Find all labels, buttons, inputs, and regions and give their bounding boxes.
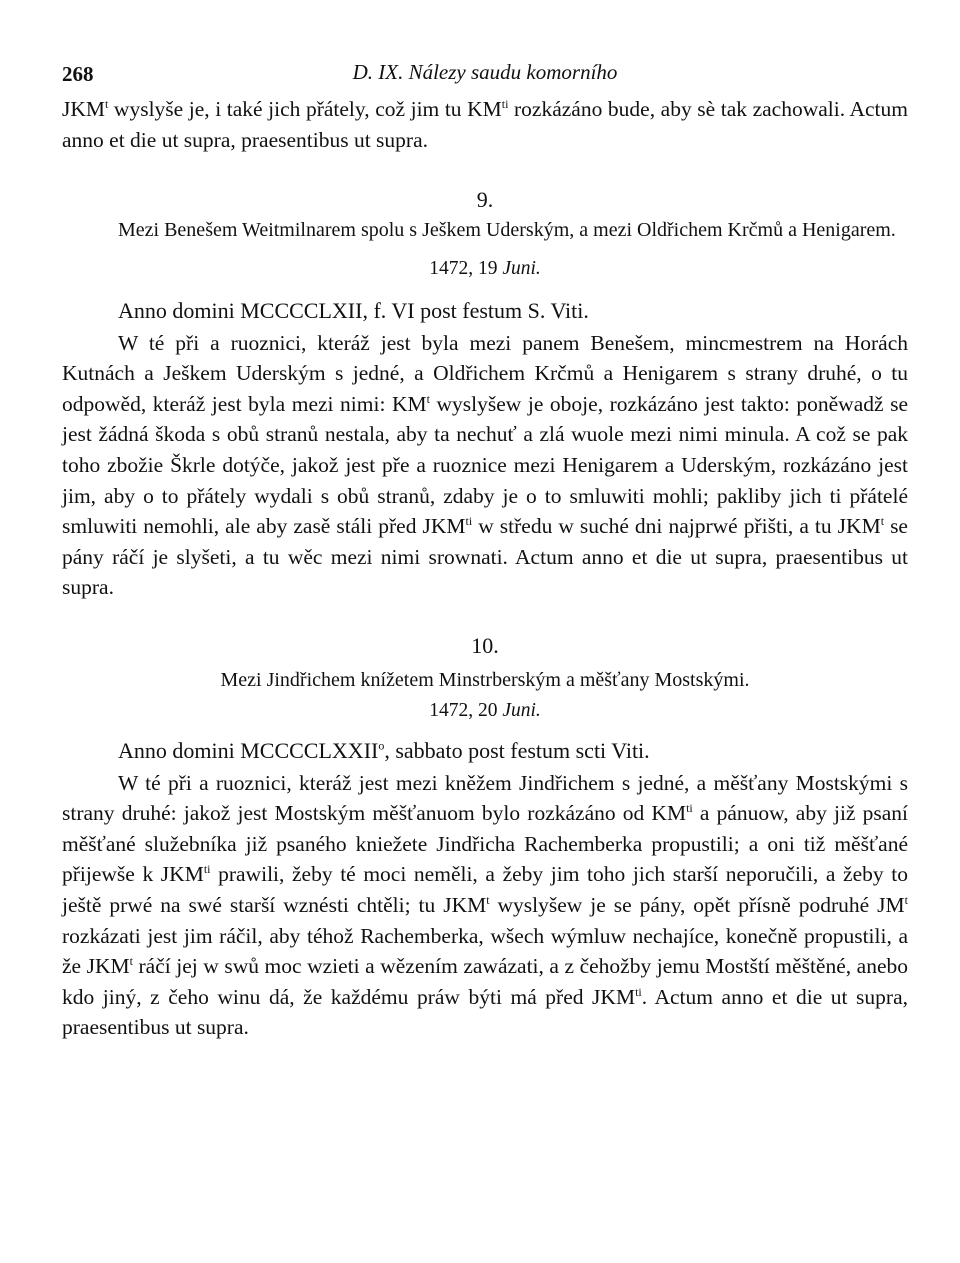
- text-run: prawili, žeby té moci neměli, a žeby jim toho jich starší neporučili, a žeby to ještě prwé na swé starší wznésti chtěli; tu JKM: [62, 862, 908, 917]
- section-9-formula: Anno domini MCCCCLXII, f. VI post festum S. Viti.: [118, 297, 589, 323]
- superscript: ti: [501, 96, 509, 111]
- text-run: wyslyšew je se pány, opět přísně podruhé JM: [489, 892, 905, 917]
- superscript: t: [880, 514, 885, 529]
- page-header: [62, 50, 908, 90]
- date-month: Juni.: [502, 257, 541, 279]
- section-10-body: [62, 768, 908, 1043]
- section-10-parties: Mezi Jindřichem knížetem Minstrberským a měšťany Mostskými.: [220, 669, 750, 692]
- book-page: [62, 50, 908, 1043]
- text-run: rozkázáno bude, aby sè tak zachowali. Actum anno et die ut supra, praesentibus ut supra.: [62, 97, 908, 152]
- section-number-9: 9.: [476, 187, 494, 213]
- page-number: 268: [62, 62, 94, 86]
- superscript: ti: [686, 800, 693, 815]
- superscript: t: [904, 892, 908, 907]
- running-title: D. IX. Nálezy saudu komorního: [352, 60, 618, 84]
- section-9-date: [62, 254, 908, 284]
- superscript: t: [486, 892, 490, 907]
- text-run: wyslyše je, i také jich přátely, což jim tu KM: [108, 97, 502, 121]
- text-run: W té při a ruoznici, kteráž jest mezi kněžem Jindřichem s jedné, a měšťany Mostskými s strany druhé: jakož jest Mostským měšťanuom bylo rozkázáno od KM: [62, 770, 908, 826]
- text-run: a pánuow, aby již psaní měšťané služebníka již psaného kniežete Jindřicha Rachemberka propustili; a oni tiž měšťané přijewše k JKM: [62, 801, 908, 887]
- text-run: rozkázati jest jim ráčil, aby téhož Rachemberka, wšech wýmluw nechajíce, konečně propustili, a že JKM: [62, 923, 908, 979]
- superscript: t: [426, 391, 430, 406]
- superscript: o: [378, 738, 385, 753]
- section-9-body: [62, 328, 908, 603]
- superscript: t: [129, 953, 133, 968]
- superscript: ti: [635, 984, 642, 999]
- text-run: se pány ráčí je slyšeti, a tu wěc mezi nimi srownati. Actum anno et die ut supra, praesentibus ut supra.: [62, 514, 908, 600]
- text-run: , sabbato post festum scti Viti.: [384, 737, 650, 763]
- section-number-10: 10.: [471, 633, 499, 659]
- text-run: . Actum anno et die ut supra, praesentibus ut supra.: [62, 984, 908, 1040]
- date-month: Juni.: [502, 699, 541, 721]
- text-run: ráčí jej w swů moc wzieti a wězením zawázati, a z čehožby jemu Mostští měštěné, anebo kdo jiný, z čeho winu dá, že každému práw býti má před JKM: [62, 954, 908, 1009]
- text-run: Anno domini MCCCCLXXII: [118, 737, 379, 763]
- superscript: ti: [203, 862, 211, 877]
- text-run: w středu w suché dni najprwé přišti, a tu JKM: [472, 514, 881, 539]
- superscript: ti: [465, 514, 473, 529]
- date-year: 1472, 19: [429, 257, 498, 279]
- section-9-parties: Mezi Benešem Weitmilnarem spolu s Ješkem Uderským, a mezi Oldřichem Krčmů a Henigarem.: [118, 219, 896, 242]
- carryover-paragraph: [62, 90, 908, 155]
- superscript: t: [105, 96, 109, 111]
- text-run: wyslyšew je oboje, rozkázáno jest takto: poněwadž se jest žádná škoda s obů stranů nestala, aby ta nechuť a zlá wuole mezi nimi minula. A což se pak toho zbožie Škrle dotýče, jakož jest pře a ruoznice mezi Henigarem a Uderským, rozkázáno jest jim, aby o to přátely wydali s obů stranů, zdaby je o to smluwiti mohli; pakliby jich ti přátelé smluwiti nemohli, ale aby zasě stáli před JKM: [62, 391, 908, 539]
- section-10-date: [62, 696, 908, 726]
- text-run: W té při a ruoznici, kteráž jest byla mezi panem Benešem, mincmestrem na Horách Kutnách a Ješkem Uderským s jedné, a Oldřichem Krčmů a Henigarem s strany druhé, o tu odpowěd, kteráž jest byla mezi nimi: KM: [62, 330, 908, 416]
- date-year: 1472, 20: [429, 699, 498, 721]
- section-10-formula: [62, 734, 908, 768]
- text-run: JKM: [62, 97, 106, 121]
